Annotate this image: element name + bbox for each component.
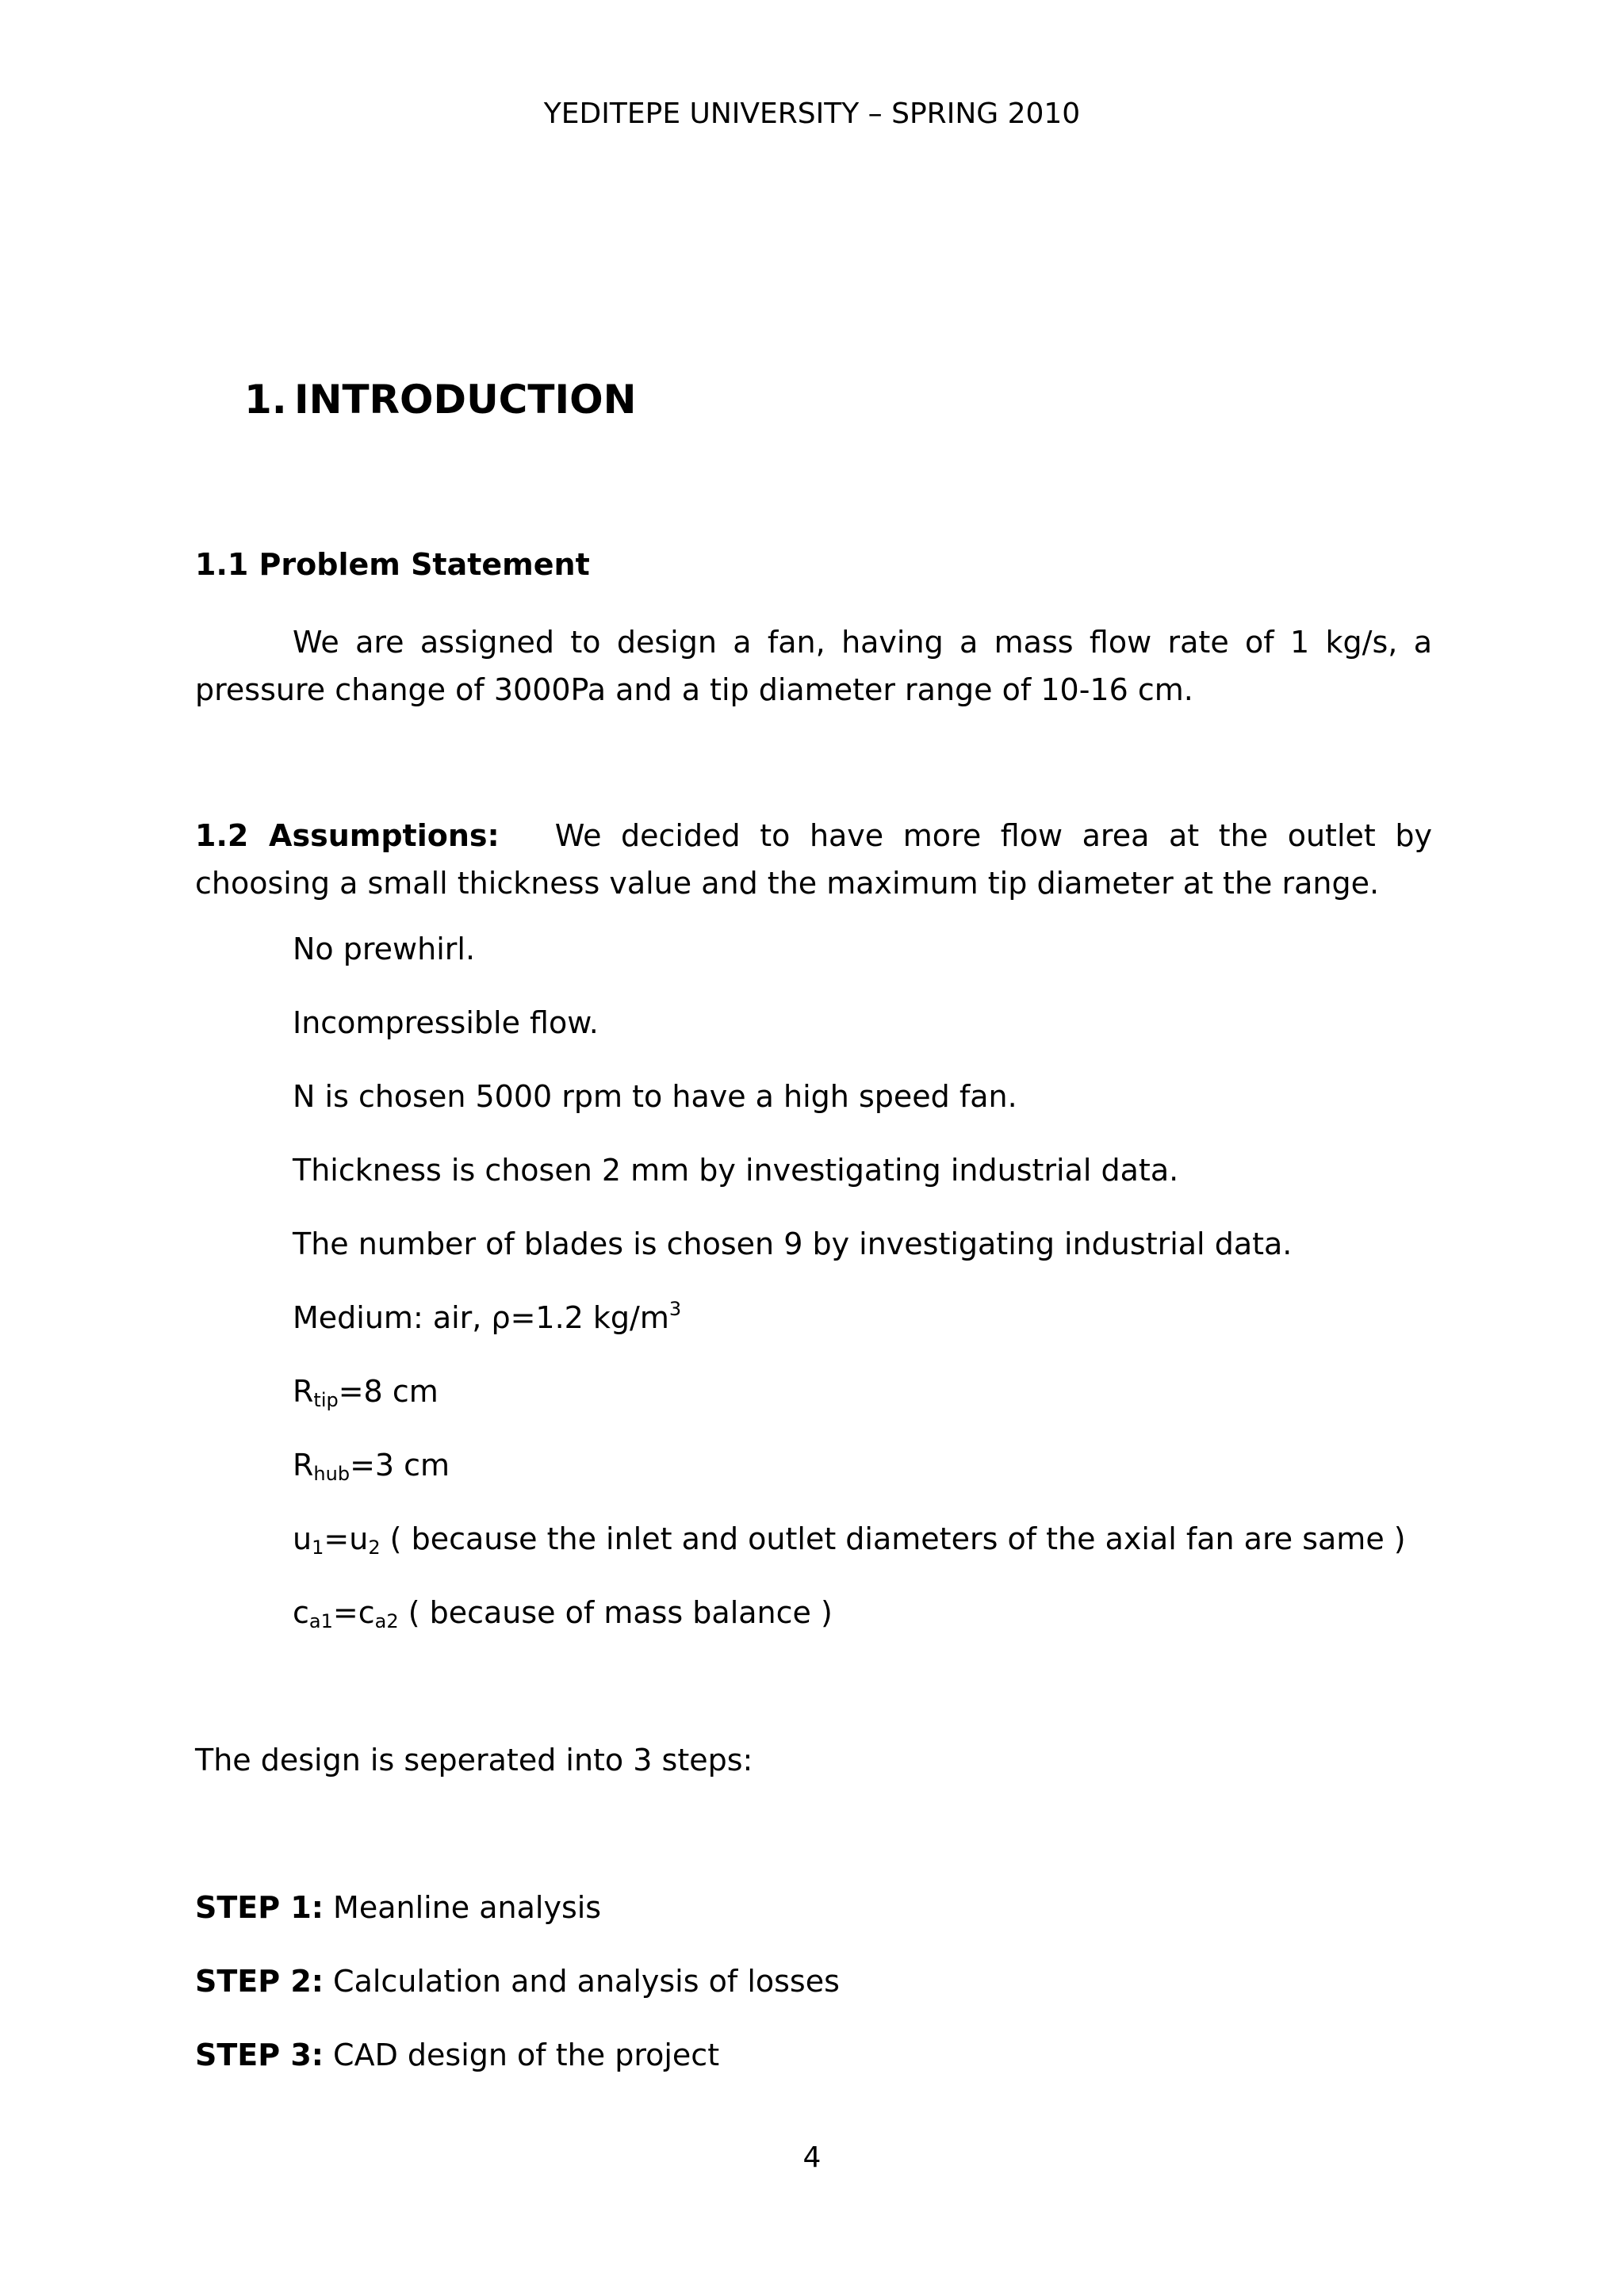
section-number: 1. <box>244 377 287 423</box>
medium-exponent: 3 <box>668 1298 682 1320</box>
medium-text: Medium: air, ρ=1.2 kg/m <box>293 1300 669 1335</box>
c-subscript-1: a1 <box>308 1610 333 1632</box>
assumption-item: N is chosen 5000 rpm to have a high speed fan. <box>293 1079 1017 1114</box>
assumption-rtip <box>293 1374 439 1410</box>
c-subscript-2: a2 <box>374 1610 399 1632</box>
section-title: INTRODUCTION <box>294 377 637 423</box>
assumptions-heading: 1.2 Assumptions: <box>195 818 500 853</box>
assumptions-paragraph <box>195 812 1432 907</box>
assumption-u-equation <box>293 1521 1406 1558</box>
step-item <box>195 1890 601 1927</box>
c-symbol: c <box>293 1595 309 1630</box>
rtip-value: =8 cm <box>338 1374 439 1409</box>
assumption-item: Incompressible flow. <box>293 1005 599 1040</box>
u-subscript-2: 2 <box>368 1536 381 1559</box>
assumption-item: The number of blades is chosen 9 by investigating industrial data. <box>293 1226 1293 1261</box>
step-item <box>195 2038 719 2074</box>
c-explanation: ( because of mass balance ) <box>398 1595 833 1630</box>
u-symbol: u <box>293 1521 312 1556</box>
rhub-subscript: hub <box>313 1463 350 1485</box>
step-label: STEP 2: <box>195 1964 324 1999</box>
section-heading <box>244 376 636 423</box>
u-equals: =u <box>324 1521 369 1556</box>
step-item <box>195 1964 840 2000</box>
assumptions-text: We decided to have more flow area at the outlet by choosing a small thickness value and the maximum tip diameter at the range. <box>195 818 1432 901</box>
problem-statement-heading: 1.1 Problem Statement <box>195 547 590 582</box>
assumption-medium <box>293 1300 681 1337</box>
rhub-symbol: R <box>293 1448 314 1483</box>
assumption-rhub <box>293 1448 450 1484</box>
rtip-subscript: tip <box>313 1389 339 1411</box>
rtip-symbol: R <box>293 1374 314 1409</box>
assumption-item: Thickness is chosen 2 mm by investigating industrial data. <box>293 1153 1179 1188</box>
step-label: STEP 1: <box>195 1890 324 1925</box>
c-equals: =c <box>332 1595 375 1630</box>
page-header: YEDITEPE UNIVERSITY – SPRING 2010 <box>543 98 1081 130</box>
u-subscript-1: 1 <box>312 1536 324 1559</box>
step-text: Calculation and analysis of losses <box>323 1964 840 1999</box>
assumption-item: No prewhirl. <box>293 932 476 966</box>
assumption-c-equation <box>293 1595 833 1632</box>
design-intro: The design is seperated into 3 steps: <box>195 1743 753 1777</box>
step-text: Meanline analysis <box>323 1890 602 1925</box>
problem-statement-text: We are assigned to design a fan, having a mass flow rate of 1 kg/s, a pressure change of 3000Pa and a tip diameter range of 10-16 cm. <box>195 625 1432 707</box>
step-text: CAD design of the project <box>323 2038 720 2072</box>
rhub-value: =3 cm <box>350 1448 450 1483</box>
step-label: STEP 3: <box>195 2038 324 2072</box>
page-number: 4 <box>802 2141 822 2174</box>
u-explanation: ( because the inlet and outlet diameters of the axial fan are same ) <box>380 1521 1406 1556</box>
